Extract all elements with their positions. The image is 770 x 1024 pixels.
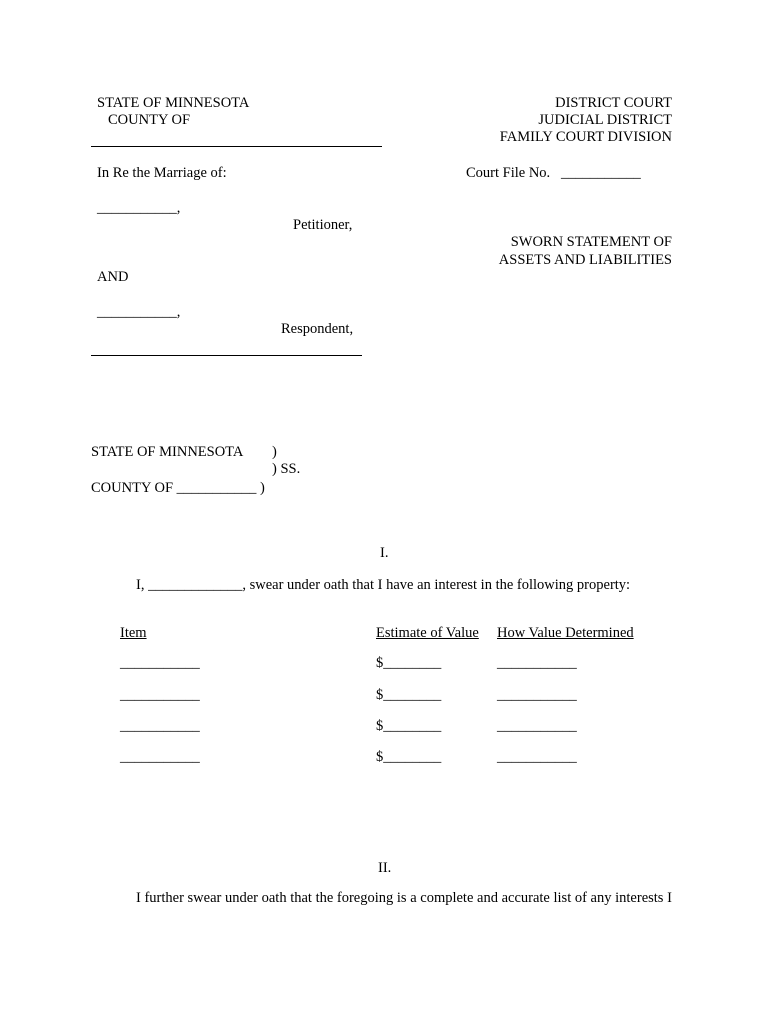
section-1-heading: I. (380, 545, 389, 561)
caption-rule-top (91, 146, 382, 147)
venue-paren: ) (272, 444, 277, 460)
judicial-district: JUDICIAL DISTRICT (538, 112, 672, 128)
caption-state: STATE OF MINNESOTA (97, 95, 250, 111)
respondent-name-blank[interactable]: ___________, (97, 304, 181, 320)
court-file-number[interactable]: Court File No. ___________ (466, 165, 641, 181)
petitioner-label: Petitioner, (293, 217, 353, 233)
how-blank[interactable]: ___________ (497, 655, 577, 671)
item-blank[interactable]: ___________ (120, 687, 200, 703)
document-title-line1: SWORN STATEMENT OF (510, 234, 672, 250)
oath-statement: I, _____________, swear under oath that I have an interest in the following property: (136, 577, 631, 593)
in-re-marriage: In Re the Marriage of: (97, 165, 227, 181)
venue-ss: ) SS. (272, 461, 301, 477)
item-blank[interactable]: ___________ (120, 718, 200, 734)
how-blank[interactable]: ___________ (497, 749, 577, 765)
petitioner-name-blank[interactable]: ___________, (97, 200, 181, 216)
item-blank[interactable]: ___________ (120, 749, 200, 765)
how-blank[interactable]: ___________ (497, 687, 577, 703)
value-blank[interactable]: $________ (376, 718, 442, 734)
court-name: DISTRICT COURT (555, 95, 672, 111)
section-2-text: I further swear under oath that the foregoing is a complete and accurate list of any interests I (136, 890, 672, 906)
caption-county: COUNTY OF (108, 112, 191, 128)
venue-state: STATE OF MINNESOTA (91, 444, 244, 460)
column-header-estimate: Estimate of Value (376, 625, 479, 641)
item-blank[interactable]: ___________ (120, 655, 200, 671)
section-2-heading: II. (378, 860, 392, 876)
value-blank[interactable]: $________ (376, 749, 442, 765)
venue-county[interactable]: COUNTY OF ___________ ) (91, 480, 265, 496)
respondent-label: Respondent, (281, 321, 354, 337)
value-blank[interactable]: $________ (376, 687, 442, 703)
column-header-how-determined: How Value Determined (497, 625, 634, 641)
how-blank[interactable]: ___________ (497, 718, 577, 734)
column-header-item: Item (120, 625, 147, 641)
value-blank[interactable]: $________ (376, 655, 442, 671)
and-label: AND (97, 269, 129, 285)
caption-rule-bottom (91, 355, 362, 356)
document-title-line2: ASSETS AND LIABILITIES (498, 252, 672, 268)
family-court-division: FAMILY COURT DIVISION (499, 129, 672, 145)
